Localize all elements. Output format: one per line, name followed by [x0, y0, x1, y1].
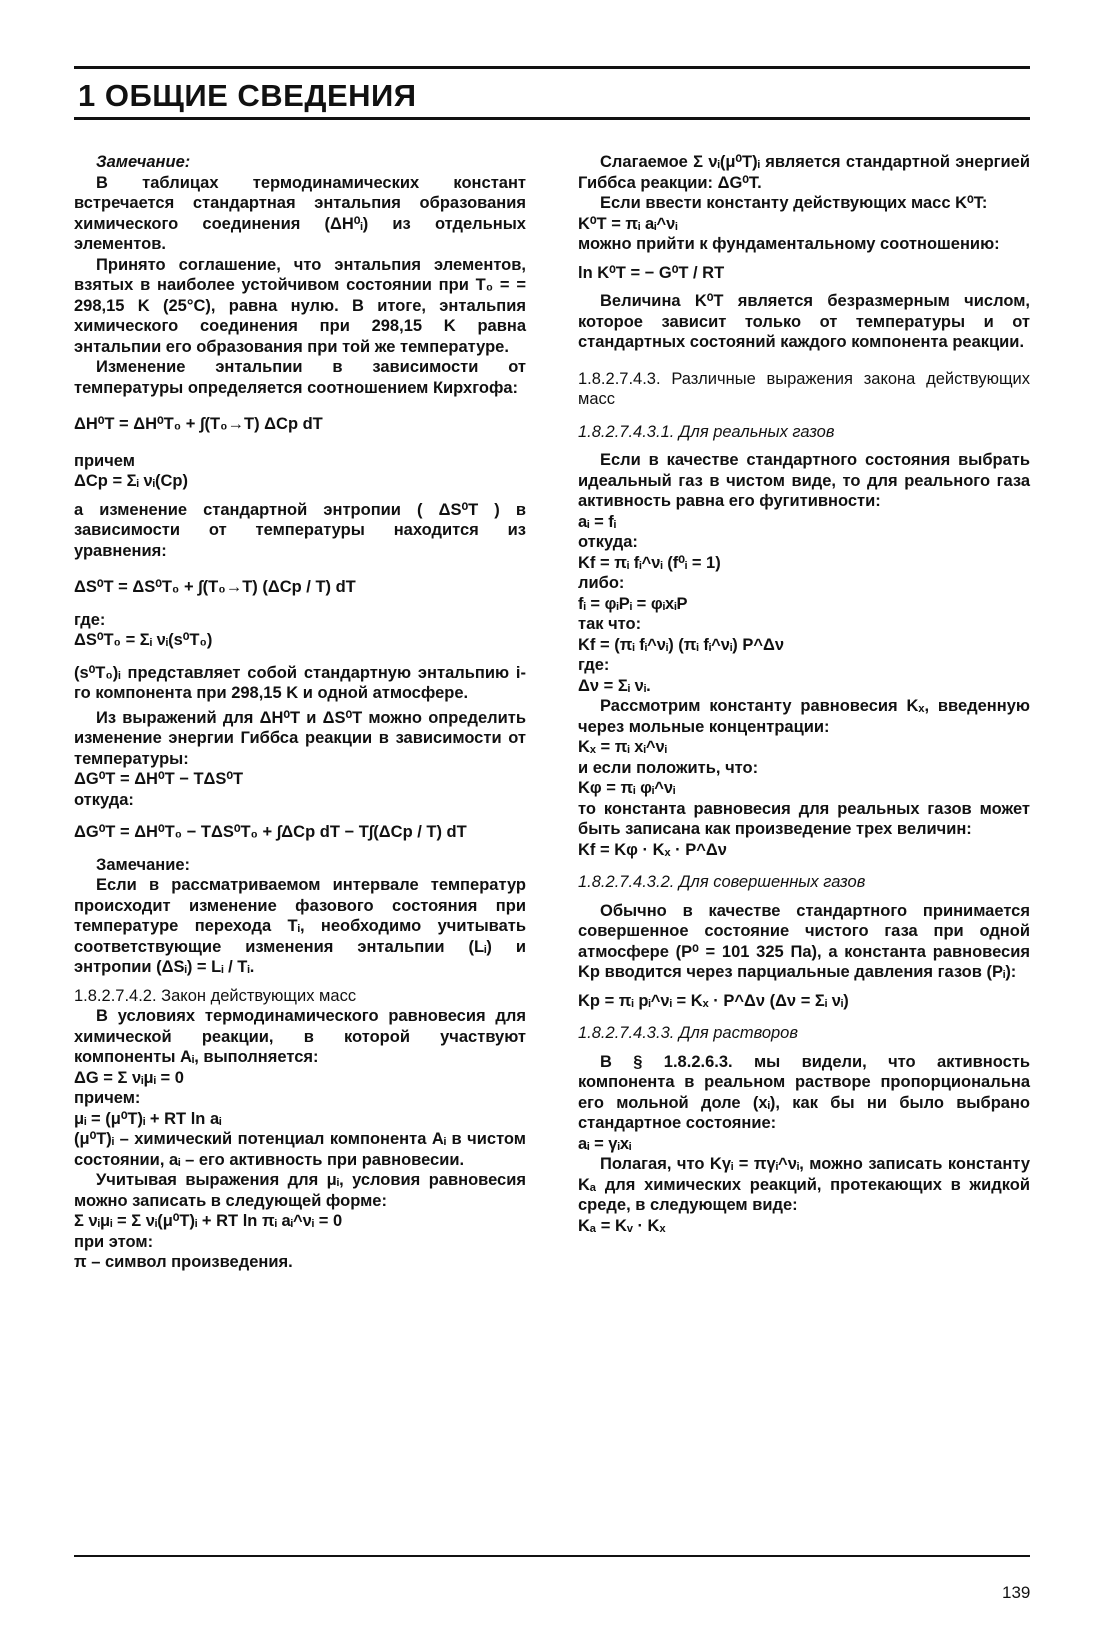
equation-kirchhoff: ΔH⁰T = ΔH⁰T₀ + ∫(T₀→T) ΔCp dT — [74, 415, 323, 433]
equation-sum: Σ νᵢμᵢ = Σ νᵢ(μ⁰T)ᵢ + RT ln πᵢ aᵢ^νᵢ = 0 — [74, 1212, 343, 1230]
label-otkuda2: откуда: — [578, 533, 638, 551]
page-number: 139 — [1002, 1583, 1031, 1602]
label-esli: и если положить, что: — [578, 758, 759, 777]
section-heading-expressions: 1.8.2.7.4.3. Различные выражения закона действующих масс — [578, 369, 1030, 408]
equation-gibbs-full: ΔG⁰T = ΔH⁰T₀ − TΔS⁰T₀ + ∫ΔCp dT − T∫(ΔCp / T) dT — [74, 823, 467, 841]
equation-kf2: Kf = (πᵢ fᵢ^νᵢ) (πᵢ fᵢ^νᵢ) P^Δν — [578, 635, 785, 654]
remark2-paragraph: Если в рассматриваемом интервале температур происходит изменение фазового состояния при температуре перехода Tᵢ, необходимо учитывать соответствующие изменения энтальпии (Lᵢ) и энтропии (ΔSᵢ) = Lᵢ / Tᵢ. — [74, 876, 526, 976]
kx-paragraph: Рассмотрим константу равновесия Kₓ, введенную через мольные концентрации: — [578, 697, 1030, 736]
equation-ai-fi: aᵢ = fᵢ — [578, 512, 617, 531]
equation-kphi: Kφ = πᵢ φᵢ^νᵢ — [578, 779, 676, 797]
real-gases-paragraph: Если в качестве стандартного состояния выбрать идеальный газ в чистом виде, то для реального газа активность равна его фугитивности: — [578, 451, 1030, 510]
equation-gibbs: ΔG⁰T = ΔH⁰T − TΔS⁰T — [74, 770, 244, 788]
solutions-paragraph: В § 1.8.2.6.3. мы видели, что активность компонента в реальном растворе пропорциональна его мольной доле (xᵢ), как бы ни было выбрано стандартное состояние: — [578, 1052, 1030, 1132]
standard-enthalpy-paragraph: (s⁰T₀)ᵢ представляет собой стандартную энтальпию i-го компонента при 298,15 K и одной атмосфере. — [74, 663, 526, 702]
title-underline — [74, 117, 1030, 120]
label-otkuda: откуда: — [74, 790, 134, 809]
entropy-paragraph: а изменение стандартной энтропии ( ΔS⁰T ) в зависимости от температуры находится из уравнения: — [74, 500, 526, 560]
equation-delta-g: ΔG = Σ νᵢμᵢ = 0 — [74, 1068, 184, 1087]
equation-fi: fᵢ = φᵢPᵢ = φᵢxᵢP — [578, 594, 688, 613]
perfect-gases-paragraph: Обычно в качестве стандартного принимается совершенное состояние чистого газа при одной атмосфере (P⁰ = 101 325 Па), а константа равновесия Kp вводится через парциальные давления газов (Pᵢ): — [578, 901, 1030, 981]
gibbs-paragraph: Из выражений для ΔH⁰T и ΔS⁰T можно определить изменение энергии Гиббса реакции в зависимости от температуры: — [74, 708, 526, 768]
equation-delta-cp: ΔCp = Σᵢ νᵢ(Cp) — [74, 472, 188, 490]
kirchhoff-intro: Изменение энтальпии в зависимости от температуры определяется соотношением Кирхгофа: — [74, 358, 526, 397]
mu-paragraph: (μ⁰T)ᵢ – химический потенциал компонента Aᵢ в чистом состоянии, aᵢ – его активность при равновесии. — [74, 1130, 526, 1169]
equation-kx: Kₓ = πᵢ xᵢ^νᵢ — [578, 738, 667, 756]
label-tak-chto: так что: — [578, 615, 642, 633]
equilibrium-paragraph: Учитывая выражения для μᵢ, условия равновесия можно записать в следующей форме: — [74, 1171, 526, 1210]
right-column — [578, 152, 1030, 1236]
equation-kf3: Kf = Kφ · Kₓ · P^Δν — [578, 840, 727, 859]
label-libo: либо: — [578, 574, 625, 592]
equation-entropy: ΔS⁰T = ΔS⁰T₀ + ∫(T₀→T) (ΔCp / T) dT — [74, 578, 356, 596]
mass-constant-paragraph: Если ввести константу действующих масс K⁰T: — [600, 194, 988, 212]
section-heading-perfect-gases: 1.8.2.7.4.3.2. Для совершенных газов — [578, 873, 866, 891]
equation-ka: Kₐ = Kᵥ · Kₓ — [578, 1216, 666, 1235]
equation-delta-s0: ΔS⁰T₀ = Σᵢ νᵢ(s⁰T₀) — [74, 631, 213, 649]
label-gde: где: — [74, 610, 106, 629]
mass-law-paragraph: В условиях термодинамического равновесия для химической реакции, в которой участвуют компоненты Aᵢ, выполняется: — [74, 1007, 526, 1066]
convention-paragraph: Принято соглашение, что энтальпия элементов, взятых в наиболее устойчивом состоянии при T₀ = = 298,15 K (25°C), равна нулю. В итоге, энтальпия химического соединения при 298,15 K равна энтальпии его образования при той же температуре. — [74, 255, 526, 356]
chapter-title: 1 ОБЩИЕ СВЕДЕНИЯ — [78, 78, 417, 113]
bottom-rule — [74, 1555, 1030, 1557]
top-rule — [74, 66, 1030, 69]
equation-k0: K⁰T = πᵢ aᵢ^νᵢ — [578, 214, 678, 233]
label-gde2: где: — [578, 656, 610, 674]
label-pri-etom: при этом: — [74, 1232, 154, 1251]
equation-ai-gamma: aᵢ = γᵢxᵢ — [578, 1134, 632, 1153]
equation-mu: μᵢ = (μ⁰T)ᵢ + RT ln aᵢ — [74, 1109, 222, 1128]
section-heading-real-gases: 1.8.2.7.4.3.1. Для реальных газов — [578, 422, 835, 441]
label-prichem2: причем: — [74, 1089, 141, 1107]
fundamental-paragraph: можно прийти к фундаментальному соотношению: — [578, 235, 1000, 253]
three-quantities-paragraph: то константа равновесия для реальных газов может быть записана как произведение трех величин: — [578, 799, 1030, 838]
gibbs-term-paragraph: Слагаемое Σ νᵢ(μ⁰T)ᵢ является стандартной энергией Гиббса реакции: ΔG⁰T. — [578, 153, 1030, 192]
section-heading-solutions: 1.8.2.7.4.3.3. Для растворов — [578, 1024, 798, 1042]
equation-kf: Kf = πᵢ fᵢ^νᵢ (f⁰ᵢ = 1) — [578, 553, 721, 572]
equation-ln-k: ln K⁰T = − G⁰T / RT — [578, 263, 725, 282]
remark-label: Замечание: — [96, 153, 191, 171]
pi-symbol-note: π – символ произведения. — [74, 1253, 293, 1271]
equation-kp: Kp = πᵢ pᵢ^νᵢ = Kₓ · P^Δν (Δν = Σᵢ νᵢ) — [578, 991, 849, 1010]
dimensionless-paragraph: Величина K⁰T является безразмерным числом, которое зависит только от температуры и от стандартных состояний каждого компонента реакции. — [578, 292, 1030, 351]
section-heading-mass-law: 1.8.2.7.4.2. Закон действующих масс — [74, 986, 357, 1005]
label-prichem: причем — [74, 451, 135, 470]
equation-delta-nu: Δν = Σᵢ νᵢ. — [578, 676, 651, 695]
ka-paragraph: Полагая, что Kγᵢ = πγᵢ^νᵢ, можно записать константу Kₐ для химических реакций, протекающих в жидкой среде, в следующем виде: — [578, 1155, 1030, 1214]
remark-paragraph: В таблицах термодинамических констант встречается стандартная энтальпия образования химического соединения (ΔH⁰ᵢ) из отдельных элементов. — [74, 173, 526, 253]
remark2-label: Замечание: — [96, 855, 191, 874]
left-column — [74, 152, 526, 1273]
